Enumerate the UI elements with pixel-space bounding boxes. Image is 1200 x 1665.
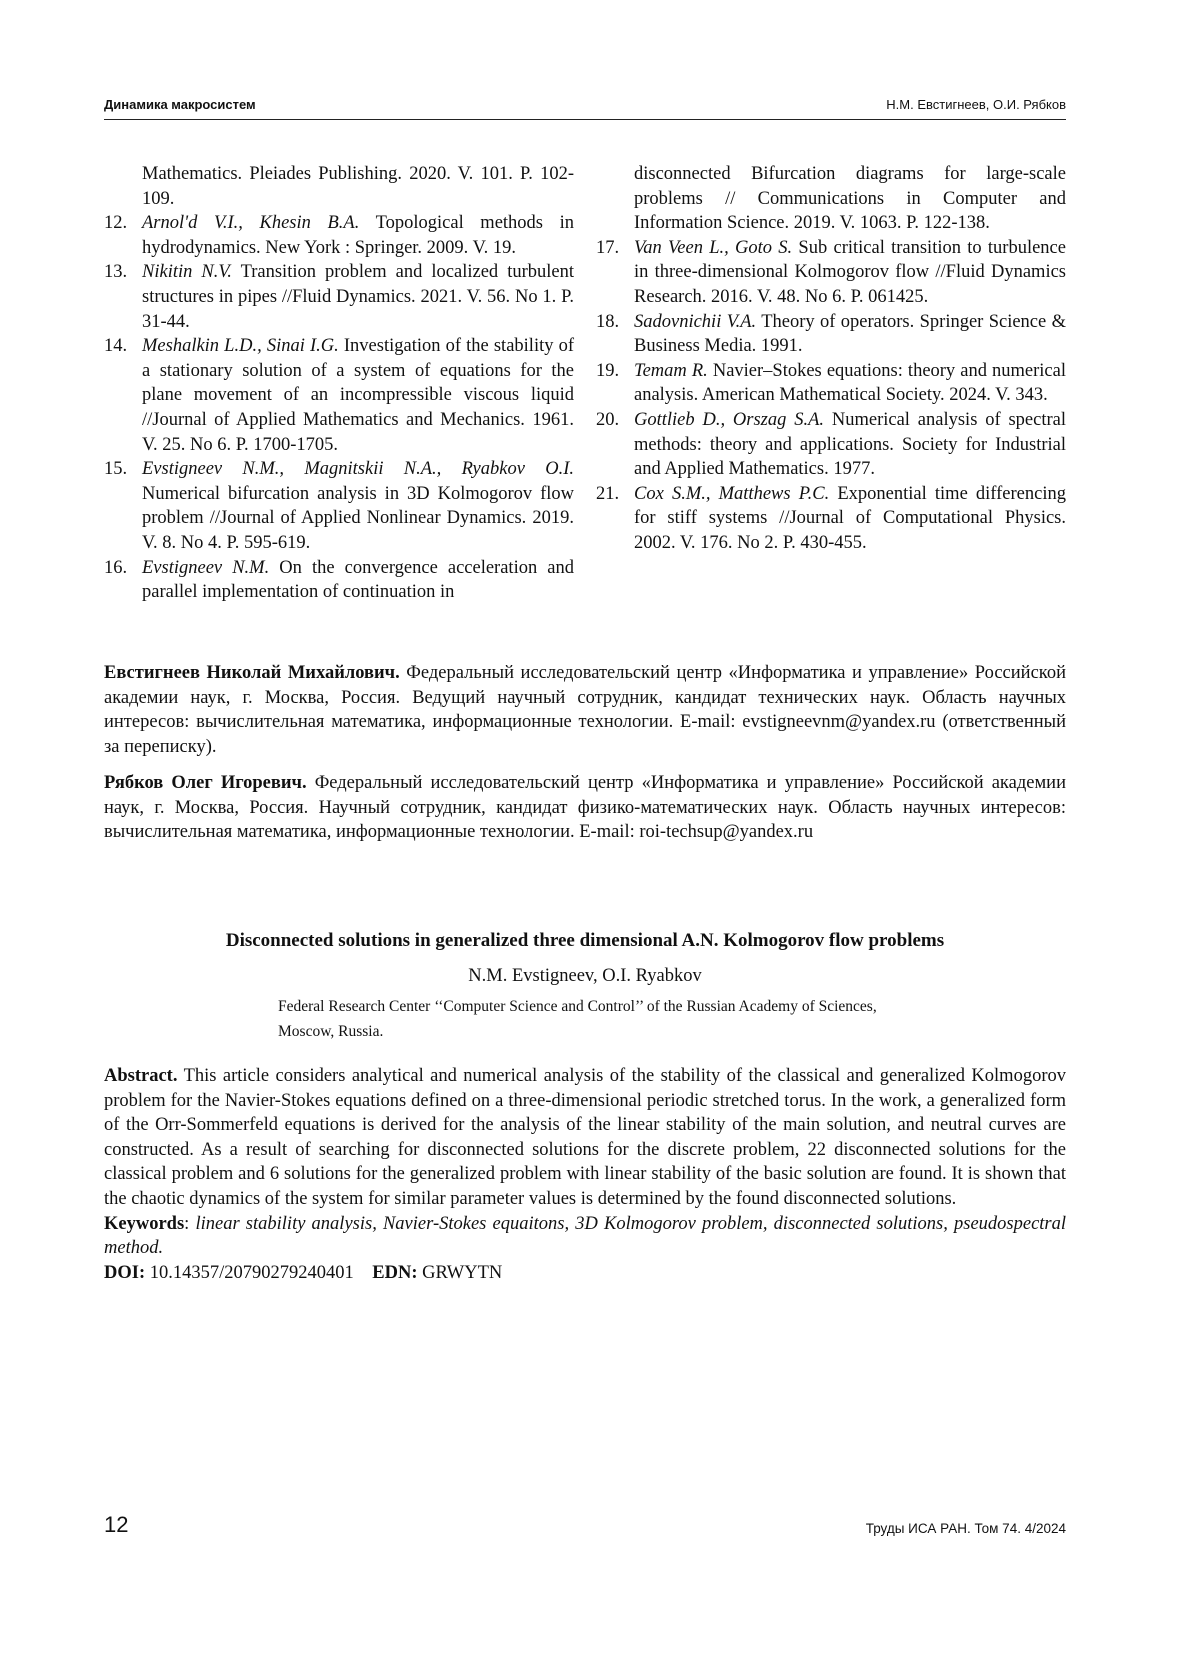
doi-value: 10.14357/20790279240401 <box>149 1262 354 1283</box>
reference-item: 13. Nikitin N.V. Transition problem and localized turbulent structures in pipes //Fluid Dynamics. 2021. V. 56. No 1. P. 31-44. <box>104 262 574 332</box>
references-left-column <box>104 162 574 605</box>
author-bio-text: Федеральный исследовательский центр «Информатика и управление» Российской академии наук, г. Москва, Россия. Научный сотрудник, кандидат физико-математических наук. Область научных интересов: вычислительная математика, информационные технологии. E-mail: roi-techsup@yandex.ru <box>104 773 1066 843</box>
page-number: 12 <box>104 1512 129 1537</box>
author-name: Рябков Олег Игоревич. <box>104 773 307 793</box>
reference-item: disconnected Bifurcation diagrams for large-scale problems // Communications in Computer and Information Science. 2019. V. 1063. P. 122-138. <box>634 164 1066 234</box>
english-affiliation: Federal Research Center ‘‘Computer Science and Control’’ of the Russian Academy of Sciences, Moscow, Russia. <box>278 998 877 1040</box>
journal-section-title: Динамика макросистем <box>104 97 256 112</box>
author-bio-evstigneev <box>104 661 1066 759</box>
author-bio-text: Федеральный исследовательский центр «Информатика и управление» Российской академии наук, г. Москва, Россия. Ведущий научный сотрудник, кандидат технических наук. Область научных интересов: вычислительная математика, информационные технологии. E-mail: evstigneevnm@yandex.ru (ответственный за переписку). <box>104 663 1066 757</box>
header-authors: Н.М. Евстигнеев, О.И. Рябков <box>886 97 1066 112</box>
reference-item: 12. Arnol'd V.I., Khesin B.A. Topological methods in hydrodynamics. New York : Springer. 2009. V. 19. <box>104 213 574 258</box>
author-bio-ryabkov <box>104 771 1066 845</box>
english-abstract <box>104 1064 1066 1285</box>
keywords: Keywords: linear stability analysis, Navier-Stokes equaitons, 3D Kolmogorov problem, disconnected solutions, pseudospectral method. <box>104 1213 1067 1259</box>
reference-item: Mathematics. Pleiades Publishing. 2020. V. 101. P. 102-109. <box>142 164 574 209</box>
english-authors: N.M. Evstigneev, O.I. Ryabkov <box>468 966 702 986</box>
keywords-text: linear stability analysis, Navier-Stokes equaitons, 3D Kolmogorov problem, disconnected solutions, pseudospectral method. <box>104 1213 1067 1259</box>
running-header <box>104 93 1066 120</box>
journal-footer: Труды ИСА РАН. Том 74. 4/2024 <box>865 1521 1066 1536</box>
reference-item: 17. Van Veen L., Goto S. Sub critical transition to turbulence in three-dimensional Kolmogorov flow //Fluid Dynamics Research. 2016. V. 48. No 6. P. 061425. <box>596 237 1066 307</box>
references-right-column <box>596 162 1066 556</box>
english-title: Disconnected solutions in generalized three dimensional A.N. Kolmogorov flow problems <box>225 930 945 951</box>
reference-item: 16. Evstigneev N.M. On the convergence acceleration and parallel implementation of continuation in <box>104 557 574 603</box>
author-name: Евстигнеев Николай Михайлович. <box>104 663 400 683</box>
reference-item: 18. Sadovnichii V.A. Theory of operators. Springer Science & Business Media. 1991. <box>596 311 1066 357</box>
reference-item: 15. Evstigneev N.M., Magnitskii N.A., Ryabkov O.I. Numerical bifurcation analysis in 3D Kolmogorov flow problem //Journal of Applied Nonlinear Dynamics. 2019. V. 8. No 4. P. 595-619. <box>104 459 574 553</box>
edn-value: GRWYTN <box>422 1262 503 1283</box>
reference-item: 19. Temam R. Navier–Stokes equations: theory and numerical analysis. American Mathematical Society. 2024. V. 343. <box>596 360 1066 406</box>
abstract-label: Abstract. <box>104 1066 178 1086</box>
identifiers <box>104 1261 1066 1286</box>
doi-label: DOI: <box>104 1262 146 1283</box>
abstract-text: This article considers analytical and numerical analysis of the stability of the classical and generalized Kolmogorov problem for the Navier-Stokes equations defined on a three-dimensional periodic stretched torus. In the work, a generalized form of the Orr-Sommerfeld equations is derived for the analysis of the linear stability of the main solution, and neutral curves are constructed. As a result of searching for disconnected solutions for the discrete problem, 22 disconnected solutions for the classical problem and 6 solutions for the generalized problem with linear stability of the basic solution are found. It is shown that the chaotic dynamics of the system for similar parameter values is determined by the found disconnected solutions. <box>104 1066 1066 1209</box>
edn-label: EDN: <box>372 1262 418 1283</box>
reference-item: 20. Gottlieb D., Orszag S.A. Numerical analysis of spectral methods: theory and applications. Society for Industrial and Applied Mathematics. 1977. <box>596 409 1067 480</box>
keywords-label: Keywords <box>104 1213 185 1234</box>
reference-item: 21. Cox S.M., Matthews P.C. Exponential time differencing for stiff systems //Journal of Computational Physics. 2002. V. 176. No 2. P. 430-455. <box>596 483 1066 553</box>
reference-item: 14. Meshalkin L.D., Sinai I.G. Investigation of the stability of a stationary solution of a system of equations for the plane movement of an incompressible viscous liquid //Journal of Applied Mathematics and Mechanics. 1961. V. 25. No 6. P. 1700-1705. <box>104 336 575 455</box>
